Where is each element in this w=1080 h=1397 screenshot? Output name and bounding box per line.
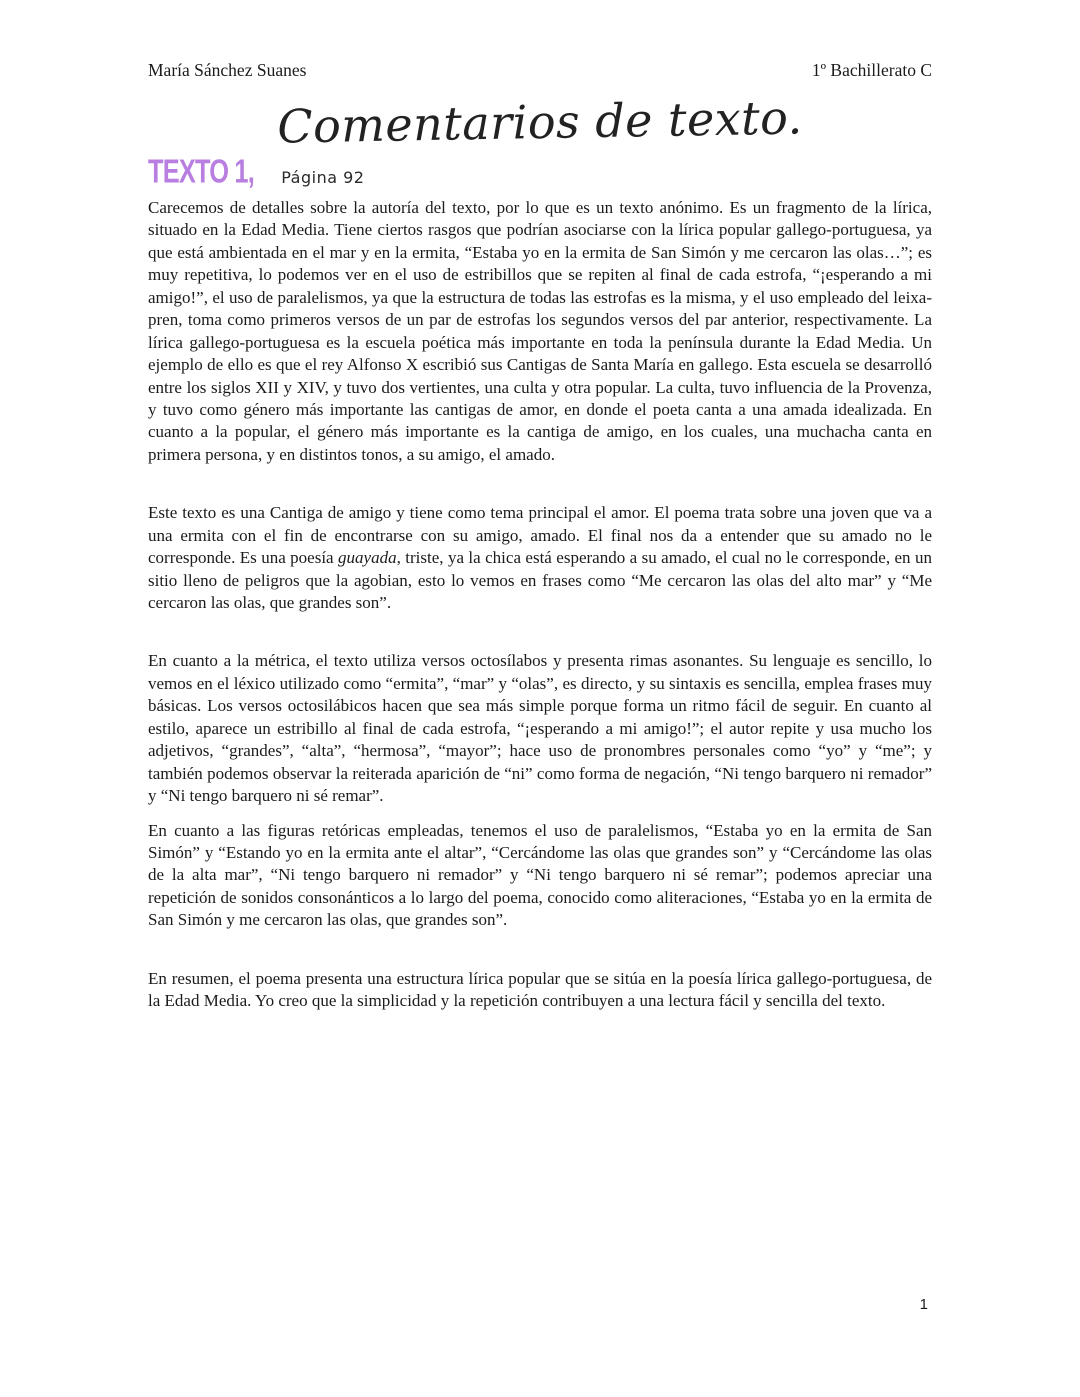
section-heading — [148, 152, 1080, 190]
section-number-label: TEXTO 1, — [148, 152, 254, 190]
paragraph-text: Carecemos de detalles sobre la autoría del texto, por lo que es un texto anónimo. Es un fragmento de la lírica, situado en la Edad Media. Tiene ciertos rasgos que podrían asociarse con la lírica popular gallego-portuguesa, ya que está ambientada en el mar y en la ermita, “Estaba yo en la ermita de San Simón y me cercaron las olas…”; es muy repetitiva, lo podemos ver en el uso de estribillos que se repiten al final de cada estrofa, “¡esperando a mi amigo!”, el uso de paralelismos, ya que la estructura de todas las estrofas es la misma, y el uso empleado del leixa-pren, toma como primeros versos de un par de estrofas los segundos versos del par anterior, respectivamente. La lírica gallego-portuguesa es la escuela poética más importante en toda la península durante la Edad Media. Un ejemplo de ello es que el rey Alfonso X escribió sus Cantigas de Santa María en gallego. Esta escuela se desarrolló entre los siglos XII y XIV, y tuvo dos vertientes, una culta y otra popular. La culta, tuvo influencia de la Provenza, y tuvo como género más importante las cantigas de amor, en donde el poeta canta a una amada idealizada. En cuanto a la popular, el género más importante es la cantiga de amigo, en los cuales, una muchacha canta en primera persona, y en distintos tonos, a su amigo, el amado. — [148, 198, 932, 464]
paragraph-text: Este texto es una Cantiga de amigo y tiene como tema principal el amor. El poema trata sobre una joven que va a una ermita con el fin de encontrarse con su amigo, amado. El final nos da a entender que su amado no le corresponde. Es una poesía — [148, 503, 932, 568]
page-header — [0, 60, 1080, 81]
body-paragraph-4 — [148, 820, 932, 932]
page-number: 1 — [919, 1296, 928, 1313]
essay-body — [0, 197, 1080, 1013]
section-page-reference: Página 92 — [281, 168, 365, 187]
body-paragraph-1 — [148, 197, 932, 466]
body-paragraph-3 — [148, 650, 932, 807]
paragraph-text-italic: guayada — [338, 548, 397, 568]
student-name: María Sánchez Suanes — [148, 60, 307, 80]
document-title: Comentarios de texto. — [276, 90, 804, 154]
paragraph-text: , triste, ya la chica está esperando a su amado, el cual no le corresponde, en un sitio lleno de peligros que la agobian, esto lo vemos en frases como “Me cercaron las olas del alto mar” y “Me cercaron las olas, que grandes son”. — [148, 548, 932, 612]
paragraph-text: En cuanto a la métrica, el texto utiliza versos octosílabos y presenta rimas asonantes. Su lenguaje es sencillo, lo vemos en el léxico utilizado como “ermita”, “mar” y “olas”, es directo, y su sintaxis es sencilla, emplea frases muy básicas. Los versos octosilábicos hacen que sea más simple porque forma un ritmo fácil de seguir. En cuanto al estilo, aparece un estribillo al final de cada estrofa, “¡esperando a mi amigo!”; el autor repite y usa mucho los adjetivos, “grandes”, “alta”, “hermosa”, “mayor”; hace uso de pronombres personales como “yo” y “me”; y también podemos observar la reiterada aparición de “ni” como forma de negación, “Ni tengo barquero ni remador” y “Ni tengo barquero ni sé remar”. — [148, 651, 932, 806]
body-paragraph-5 — [148, 968, 932, 1013]
class-label: 1º Bachillerato C — [811, 60, 932, 80]
paragraph-text: En resumen, el poema presenta una estructura lírica popular que se sitúa en la poesía lírica gallego-portuguesa, de la Edad Media. Yo creo que la simplicidad y la repetición contribuyen a una lectura fácil y sencilla del texto. — [148, 968, 932, 1011]
paragraph-text: En cuanto a las figuras retóricas empleadas, tenemos el uso de paralelismos, “Estaba yo en la ermita de San Simón” y “Estando yo en la ermita ante el altar”, “Cercándome las olas que grandes son” y “Cercándome las olas de la alta mar”, “Ni tengo barquero ni remador” y “Ni tengo barquero ni sé remar”; podemos apreciar una repetición de sonidos consonánticos a lo largo del poema, conocido como aliteraciones, “Estaba yo en la ermita de San Simón y me cercaron las olas, que grandes son”. — [148, 820, 932, 930]
body-paragraph-2 — [148, 502, 932, 614]
